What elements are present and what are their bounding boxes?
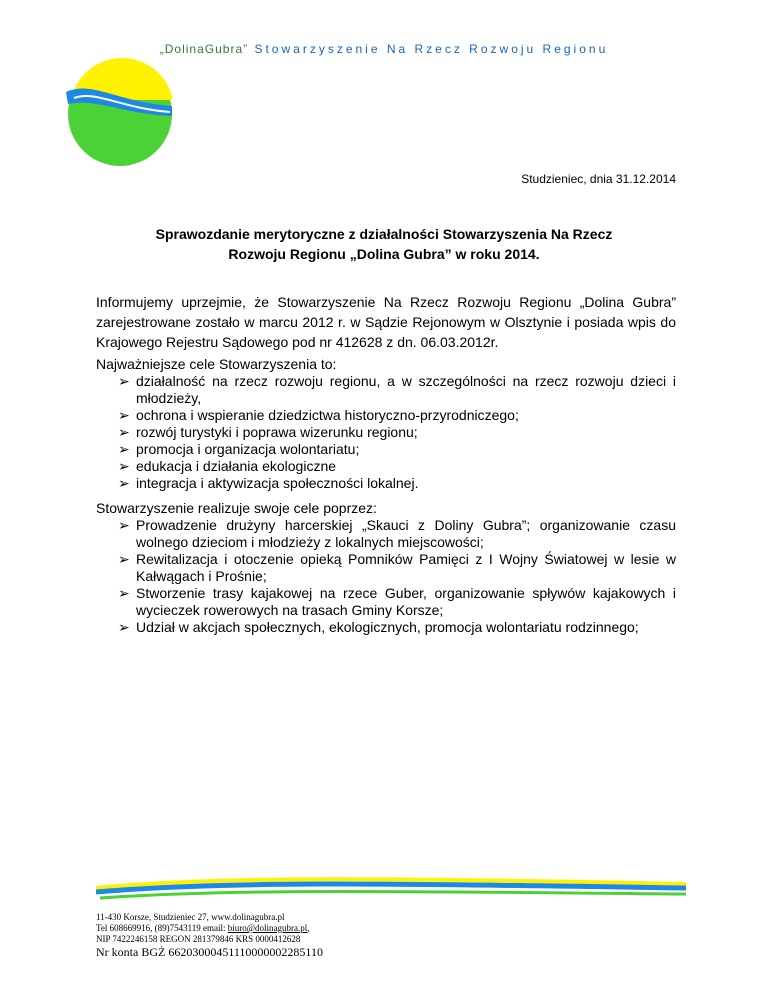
goals-list (96, 373, 676, 492)
list-item-text: ochrona i wspieranie dziedzictwa historyczno-przyrodniczego; (136, 407, 519, 423)
methods-list (96, 517, 676, 636)
arrow-bullet-icon: ➢ (118, 517, 130, 533)
list-item (118, 517, 676, 551)
footer-phone-suffix: , (307, 923, 310, 933)
list-item-text: Rewitalizacja i otoczenie opieką Pomników Pamięci z I Wojny Światowej w lesie w Kałwągach i Prośnie; (136, 551, 676, 584)
document-title-line-1: Sprawozdanie merytoryczne z działalności Stowarzyszenia Na Rzecz (155, 226, 613, 242)
footer-email-link[interactable]: biuro@dolinagubra.pl (227, 923, 308, 933)
arrow-bullet-icon: ➢ (118, 441, 130, 457)
list-item-text: rozwój turystyki i poprawa wizerunku regionu; (136, 424, 418, 440)
arrow-bullet-icon: ➢ (118, 475, 130, 491)
arrow-bullet-icon: ➢ (118, 373, 130, 389)
footer-bank-account: Nr konta BGŻ 66203000451110000002285110 (96, 945, 323, 959)
list-item (118, 407, 676, 424)
goals-heading: Najważniejsze cele Stowarzyszenia to: (96, 356, 337, 372)
goals-section (96, 356, 676, 492)
document-title-line-2: Rozwoju Regionu „Dolina Gubra” w roku 2014. (228, 246, 540, 262)
list-item-text: edukacja i działania ekologiczne (136, 458, 337, 474)
arrow-bullet-icon: ➢ (118, 407, 130, 423)
list-item-text: integracja i aktywizacja społeczności lokalnej. (136, 475, 419, 491)
arrow-bullet-icon: ➢ (118, 424, 130, 440)
list-item-text: Stworzenie trasy kajakowej na rzece Guber, organizowanie spływów kajakowych i wycieczek rowerowych na trasach Gminy Korsze; (136, 585, 676, 618)
list-item-text: działalność na rzecz rozwoju regionu, a w szczególności na rzecz rozwoju dzieci i młodzieży, (136, 373, 676, 406)
list-item-text: Udział w akcjach społecznych, ekologicznych, promocja wolontariatu rodzinnego; (136, 619, 639, 635)
list-item (118, 475, 676, 492)
list-item (118, 458, 676, 475)
list-item (118, 619, 676, 636)
logo-icon (62, 52, 172, 170)
methods-heading: Stowarzyszenie realizuje swoje cele poprzez: (96, 500, 377, 516)
org-description: Stowarzyszenie Na Rzecz Rozwoju Regionu (254, 42, 609, 56)
methods-section (96, 500, 676, 636)
footer-phone: Tel 608669916, (89)7543119 email: (96, 923, 228, 933)
footer-phone-line (96, 923, 656, 934)
footer-contact (96, 912, 656, 960)
document-title (0, 224, 768, 264)
footer-wave-icon (96, 876, 686, 906)
footer-address: 11-430 Korsze, Studzieniec 27, www.dolinagubra.pl (96, 912, 285, 922)
list-item-text: Prowadzenie drużyny harcerskiej „Skauci z Doliny Gubra”; organizowanie czasu wolnego dzieciom i młodzieży z lokalnych miejscowości; (136, 517, 676, 550)
list-item (118, 441, 676, 458)
list-item (118, 424, 676, 441)
org-name: „DolinaGubra” (159, 42, 249, 56)
date-line: Studzieniec, dnia 31.12.2014 (521, 172, 676, 186)
list-item (118, 373, 676, 407)
intro-paragraph: Informujemy uprzejmie, że Stowarzyszenie Na Rzecz Rozwoju Regionu „Dolina Gubra” zarejestrowane zostało w marcu 2012 r. w Sądzie Rejonowym w Olsztynie i posiada wpis do Krajowego Rejestru Sądowego pod nr 412628 z dn. 06.03.2012r. (96, 294, 676, 350)
list-item (118, 551, 676, 585)
list-item (118, 585, 676, 619)
footer-registry: NIP 7422246158 REGON 281379846 KRS 0000412628 (96, 934, 301, 944)
list-item-text: promocja i organizacja wolontariatu; (136, 441, 360, 457)
arrow-bullet-icon: ➢ (118, 585, 130, 601)
arrow-bullet-icon: ➢ (118, 551, 130, 567)
arrow-bullet-icon: ➢ (118, 619, 130, 635)
arrow-bullet-icon: ➢ (118, 458, 130, 474)
